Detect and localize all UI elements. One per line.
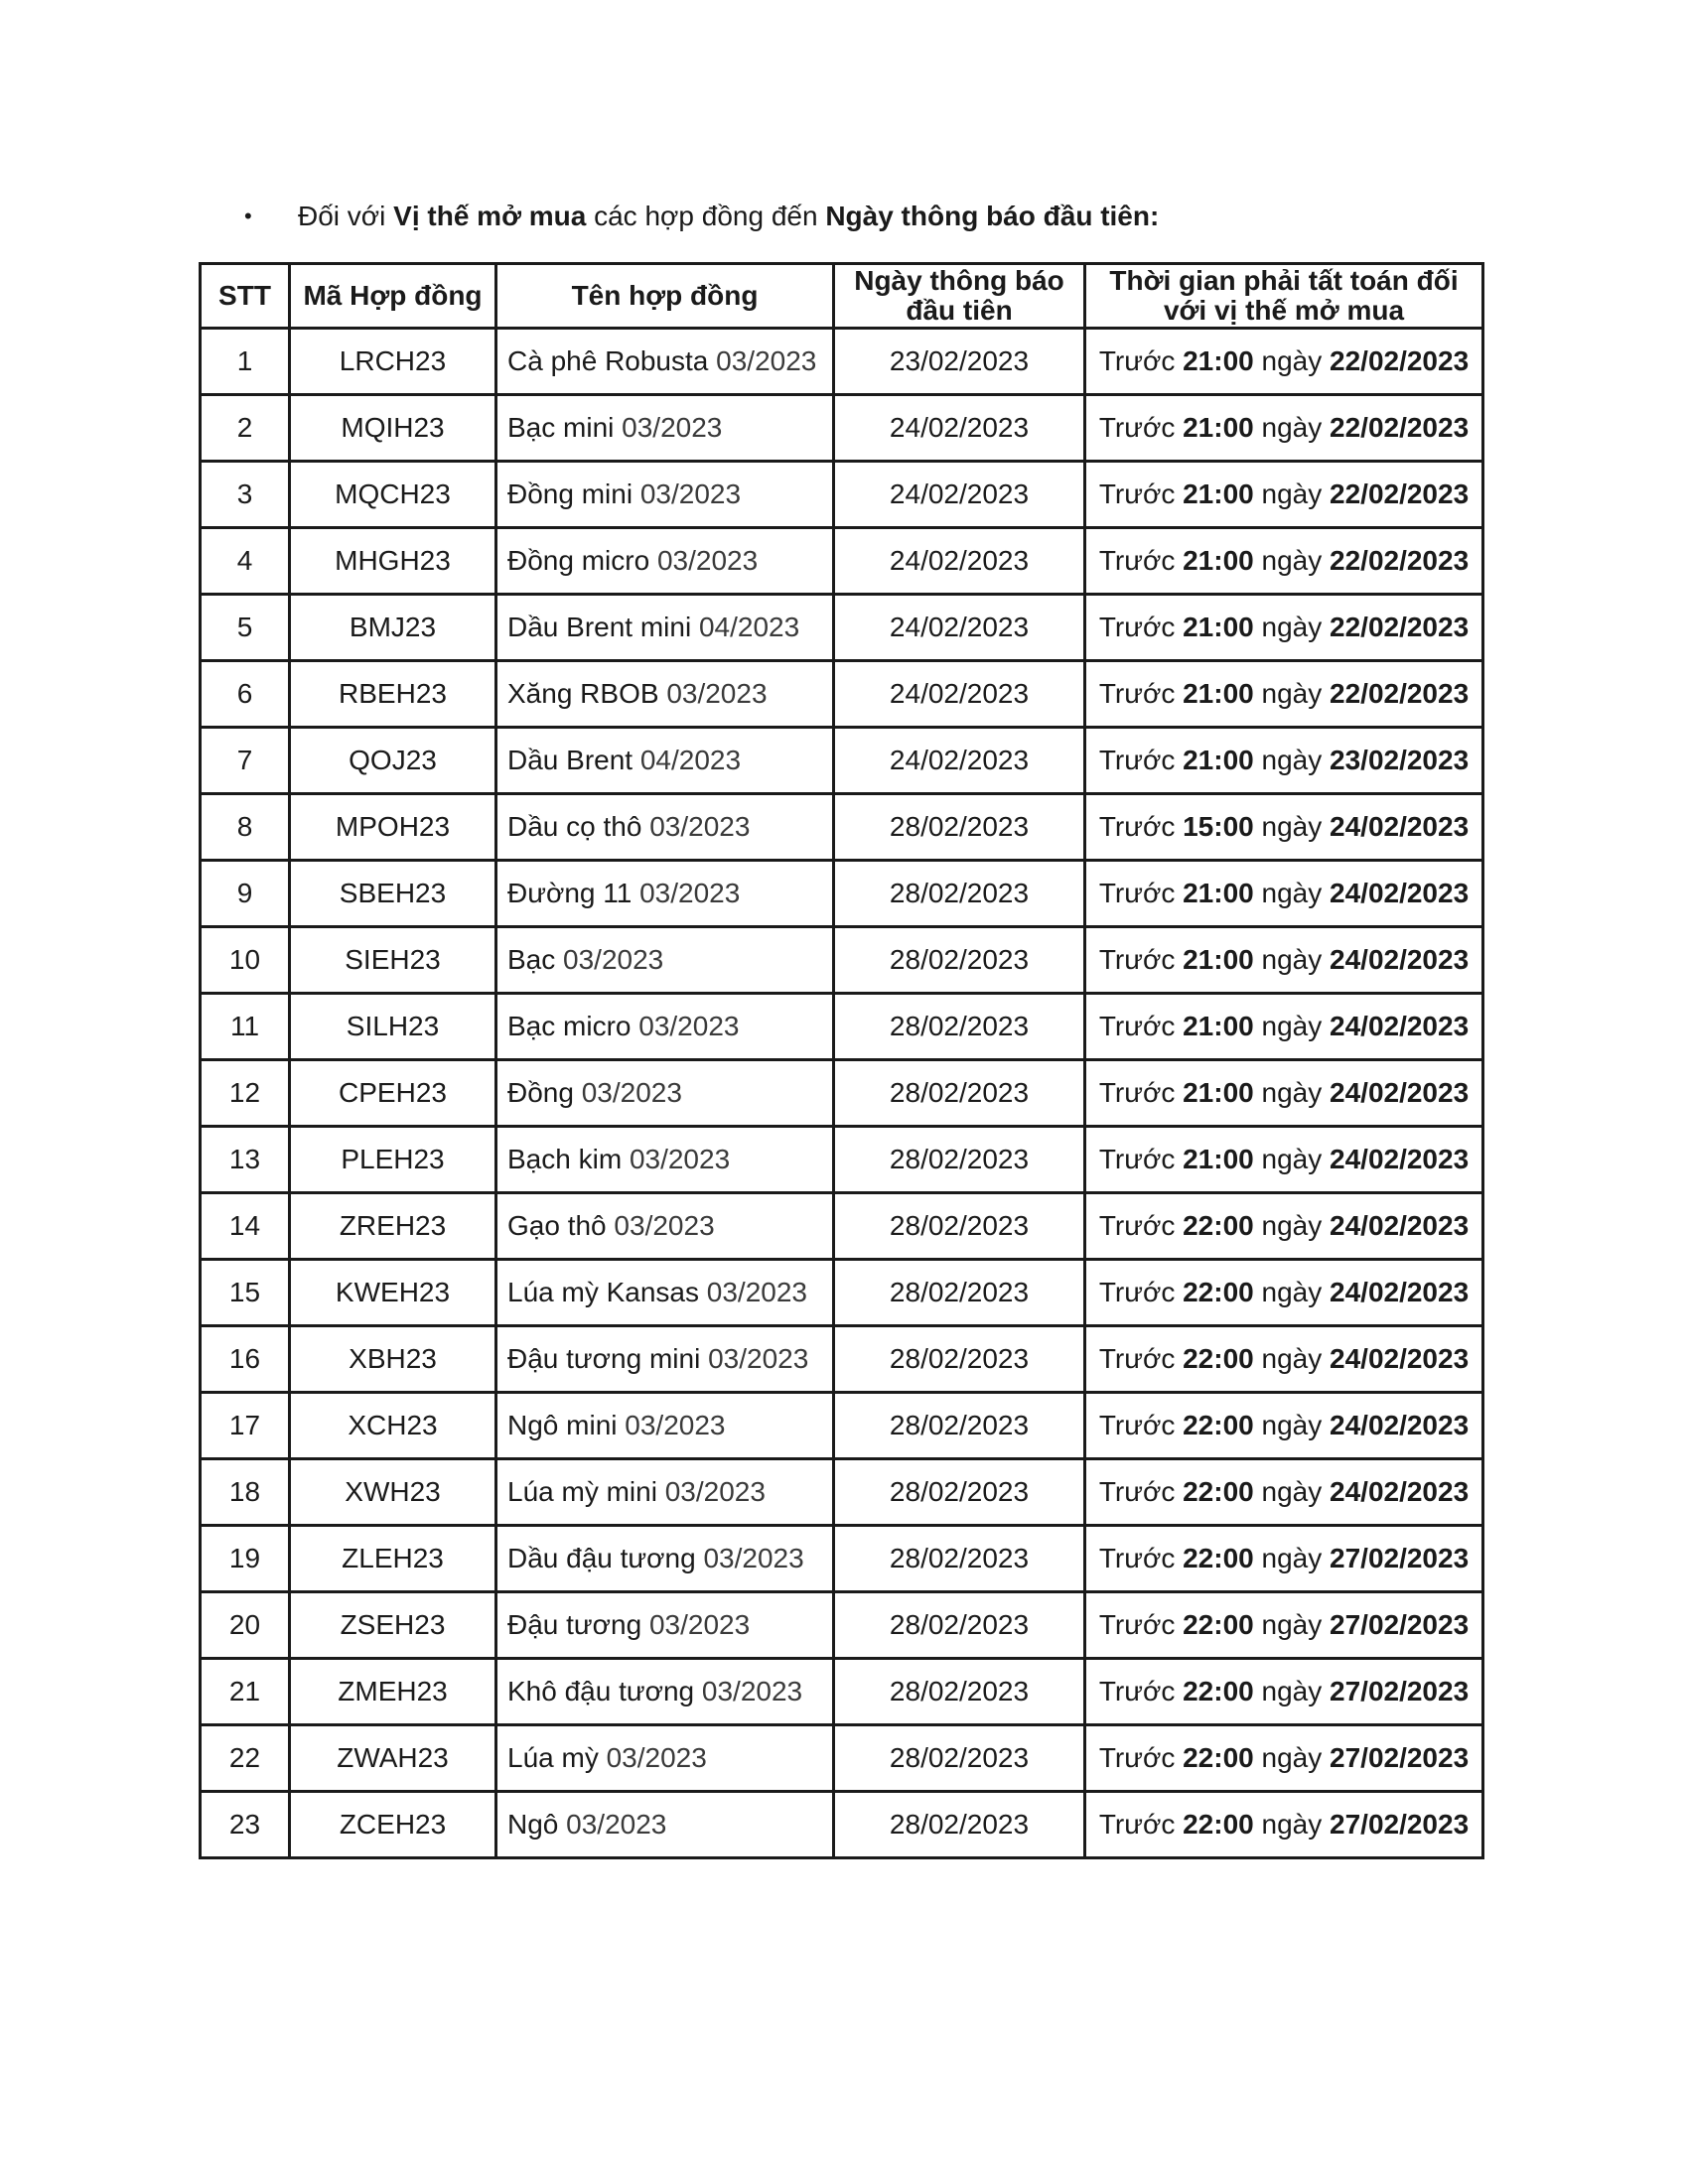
deadline-day-label: ngày	[1253, 612, 1331, 642]
deadline-before-label: Trước	[1098, 1144, 1184, 1174]
cell-first-notice: 24/02/2023	[834, 661, 1085, 728]
cell-stt: 19	[201, 1526, 290, 1592]
deadline-before-label: Trước	[1098, 1410, 1184, 1440]
deadline-time: 21:00	[1183, 412, 1254, 443]
table-row	[201, 462, 1483, 528]
bullet-icon: •	[244, 204, 252, 228]
deadline-time: 22:00	[1183, 1543, 1254, 1573]
contract-name: Dầu Brent mini	[507, 612, 692, 642]
cell-code: MQCH23	[290, 462, 496, 528]
cell-stt: 12	[201, 1060, 290, 1127]
cell-first-notice: 28/02/2023	[834, 1459, 1085, 1526]
cell-stt: 5	[201, 595, 290, 661]
contract-period: 03/2023	[716, 345, 817, 376]
contract-name: Đồng micro	[507, 545, 650, 576]
deadline-time: 21:00	[1183, 1144, 1254, 1174]
deadline-day-label: ngày	[1253, 345, 1331, 376]
cell-code: CPEH23	[290, 1060, 496, 1127]
deadline-date: 22/02/2023	[1330, 345, 1470, 376]
cell-stt: 1	[201, 329, 290, 395]
contract-name: Dầu cọ thô	[507, 811, 642, 842]
cell-first-notice: 28/02/2023	[834, 1526, 1085, 1592]
table-row	[201, 861, 1483, 927]
contract-name: Ngô	[507, 1809, 559, 1840]
deadline-date: 27/02/2023	[1330, 1676, 1470, 1706]
deadline-date: 27/02/2023	[1330, 1809, 1470, 1840]
cell-deadline	[1085, 528, 1483, 595]
deadline-time: 21:00	[1183, 345, 1254, 376]
contract-period: 03/2023	[649, 811, 751, 842]
deadline-before-label: Trước	[1098, 1011, 1184, 1041]
contract-period: 03/2023	[625, 1410, 726, 1440]
deadline-day-label: ngày	[1253, 1210, 1331, 1241]
cell-deadline	[1085, 1193, 1483, 1260]
deadline-day-label: ngày	[1253, 811, 1331, 842]
table-row	[201, 1260, 1483, 1326]
cell-first-notice: 24/02/2023	[834, 395, 1085, 462]
intro-prefix: Đối với	[298, 201, 394, 231]
cell-code: ZCEH23	[290, 1792, 496, 1858]
cell-deadline	[1085, 1060, 1483, 1127]
contract-period: 03/2023	[638, 1011, 740, 1041]
contract-period: 04/2023	[639, 745, 742, 775]
deadline-day-label: ngày	[1253, 745, 1331, 775]
cell-deadline	[1085, 728, 1483, 794]
deadline-before-label: Trước	[1098, 412, 1184, 443]
cell-deadline	[1085, 462, 1483, 528]
cell-code: SIEH23	[290, 927, 496, 994]
cell-deadline	[1085, 1725, 1483, 1792]
cell-code: QOJ23	[290, 728, 496, 794]
deadline-time: 21:00	[1183, 678, 1254, 709]
deadline-day-label: ngày	[1253, 1410, 1331, 1440]
deadline-time: 22:00	[1183, 1609, 1254, 1640]
deadline-date: 24/02/2023	[1330, 1077, 1470, 1108]
cell-deadline	[1085, 1659, 1483, 1725]
contract-name: Bạc mini	[507, 412, 615, 443]
cell-code: XBH23	[290, 1326, 496, 1393]
table-body	[201, 329, 1483, 1858]
cell-name	[496, 329, 834, 395]
table-row	[201, 794, 1483, 861]
cell-name	[496, 1792, 834, 1858]
cell-stt: 9	[201, 861, 290, 927]
cell-code: XCH23	[290, 1393, 496, 1459]
deadline-before-label: Trước	[1098, 1609, 1184, 1640]
deadline-before-label: Trước	[1098, 1277, 1184, 1307]
cell-deadline	[1085, 1326, 1483, 1393]
deadline-before-label: Trước	[1098, 1077, 1184, 1108]
cell-code: SILH23	[290, 994, 496, 1060]
deadline-time: 22:00	[1183, 1476, 1254, 1507]
table-row	[201, 1792, 1483, 1858]
contract-name: Cà phê Robusta	[507, 345, 709, 376]
cell-name	[496, 794, 834, 861]
deadline-before-label: Trước	[1098, 1476, 1184, 1507]
cell-name	[496, 861, 834, 927]
contract-name: Bạch kim	[507, 1144, 623, 1174]
cell-deadline	[1085, 395, 1483, 462]
cell-name	[496, 1526, 834, 1592]
contract-name: Đồng mini	[507, 478, 633, 509]
cell-code: MPOH23	[290, 794, 496, 861]
cell-first-notice: 28/02/2023	[834, 861, 1085, 927]
deadline-time: 22:00	[1183, 1742, 1254, 1773]
deadline-date: 22/02/2023	[1330, 612, 1470, 642]
table-row	[201, 528, 1483, 595]
contract-name: Xăng RBOB	[507, 678, 659, 709]
contract-period: 03/2023	[703, 1543, 804, 1573]
deadline-date: 27/02/2023	[1330, 1609, 1470, 1640]
cell-stt: 15	[201, 1260, 290, 1326]
cell-name	[496, 728, 834, 794]
contract-name: Khô đậu tương	[507, 1676, 695, 1706]
cell-deadline	[1085, 794, 1483, 861]
cell-deadline	[1085, 927, 1483, 994]
cell-code: ZREH23	[290, 1193, 496, 1260]
deadline-day-label: ngày	[1253, 1476, 1331, 1507]
cell-stt: 14	[201, 1193, 290, 1260]
cell-deadline	[1085, 994, 1483, 1060]
deadline-time: 15:00	[1183, 811, 1254, 842]
cell-name	[496, 1127, 834, 1193]
cell-code: RBEH23	[290, 661, 496, 728]
contract-period: 03/2023	[566, 1809, 667, 1840]
contract-period: 03/2023	[581, 1077, 682, 1108]
cell-name	[496, 1393, 834, 1459]
deadline-day-label: ngày	[1253, 944, 1331, 975]
cell-deadline	[1085, 1260, 1483, 1326]
intro-bold-position: Vị thế mở mua	[393, 201, 587, 231]
contract-period: 04/2023	[698, 612, 800, 642]
contract-name: Bạc	[507, 944, 556, 975]
cell-stt: 18	[201, 1459, 290, 1526]
table-row	[201, 395, 1483, 462]
cell-code: LRCH23	[290, 329, 496, 395]
cell-name	[496, 1459, 834, 1526]
deadline-date: 23/02/2023	[1330, 745, 1470, 775]
deadline-date: 24/02/2023	[1330, 878, 1470, 908]
cell-first-notice: 23/02/2023	[834, 329, 1085, 395]
deadline-time: 21:00	[1183, 878, 1254, 908]
cell-name	[496, 1326, 834, 1393]
table-row	[201, 1725, 1483, 1792]
deadline-day-label: ngày	[1253, 545, 1331, 576]
cell-deadline	[1085, 1592, 1483, 1659]
cell-name	[496, 462, 834, 528]
cell-stt: 4	[201, 528, 290, 595]
table-row	[201, 1526, 1483, 1592]
deadline-date: 22/02/2023	[1330, 478, 1470, 509]
contract-period: 03/2023	[563, 944, 664, 975]
deadline-before-label: Trước	[1098, 1343, 1184, 1374]
intro-middle: các hợp đồng đến	[586, 201, 826, 231]
deadline-date: 24/02/2023	[1330, 1410, 1470, 1440]
deadline-time: 22:00	[1183, 1676, 1254, 1706]
contract-name: Đậu tương mini	[507, 1343, 701, 1374]
deadline-date: 22/02/2023	[1330, 545, 1470, 576]
deadline-day-label: ngày	[1253, 1077, 1331, 1108]
contract-name: Lúa mỳ	[507, 1742, 599, 1773]
deadline-date: 24/02/2023	[1330, 811, 1470, 842]
contract-period: 03/2023	[614, 1210, 715, 1241]
table-row	[201, 1659, 1483, 1725]
cell-name	[496, 395, 834, 462]
cell-name	[496, 1193, 834, 1260]
cell-deadline	[1085, 595, 1483, 661]
cell-first-notice: 28/02/2023	[834, 927, 1085, 994]
deadline-date: 22/02/2023	[1330, 678, 1470, 709]
deadline-time: 22:00	[1183, 1210, 1254, 1241]
cell-stt: 20	[201, 1592, 290, 1659]
deadline-time: 21:00	[1183, 612, 1254, 642]
cell-code: MQIH23	[290, 395, 496, 462]
cell-deadline	[1085, 1792, 1483, 1858]
deadline-time: 21:00	[1183, 745, 1254, 775]
cell-name	[496, 1725, 834, 1792]
cell-name	[496, 1260, 834, 1326]
deadline-before-label: Trước	[1098, 944, 1184, 975]
cell-code: PLEH23	[290, 1127, 496, 1193]
deadline-day-label: ngày	[1253, 1543, 1331, 1573]
contract-name: Đậu tương	[507, 1609, 642, 1640]
deadline-time: 21:00	[1183, 478, 1254, 509]
cell-stt: 16	[201, 1326, 290, 1393]
cell-name	[496, 528, 834, 595]
deadline-time: 22:00	[1183, 1809, 1254, 1840]
cell-stt: 17	[201, 1393, 290, 1459]
deadline-day-label: ngày	[1253, 478, 1331, 509]
cell-stt: 8	[201, 794, 290, 861]
header-code: Mã Hợp đồng	[290, 264, 496, 329]
cell-code: ZWAH23	[290, 1725, 496, 1792]
cell-deadline	[1085, 1393, 1483, 1459]
cell-deadline	[1085, 861, 1483, 927]
deadline-time: 21:00	[1183, 944, 1254, 975]
cell-code: ZLEH23	[290, 1526, 496, 1592]
table-row	[201, 728, 1483, 794]
cell-first-notice: 24/02/2023	[834, 528, 1085, 595]
contract-name: Ngô mini	[507, 1410, 618, 1440]
contract-name: Lúa mỳ mini	[507, 1476, 657, 1507]
deadline-date: 24/02/2023	[1330, 944, 1470, 975]
cell-first-notice: 24/02/2023	[834, 728, 1085, 794]
table-row	[201, 329, 1483, 395]
cell-stt: 3	[201, 462, 290, 528]
contract-name: Lúa mỳ Kansas	[507, 1277, 699, 1307]
cell-stt: 13	[201, 1127, 290, 1193]
deadline-day-label: ngày	[1253, 678, 1331, 709]
deadline-before-label: Trước	[1098, 545, 1184, 576]
cell-name	[496, 661, 834, 728]
cell-stt: 6	[201, 661, 290, 728]
deadline-time: 21:00	[1183, 1011, 1254, 1041]
contract-period: 03/2023	[701, 1676, 803, 1706]
header-stt: STT	[201, 264, 290, 329]
cell-code: KWEH23	[290, 1260, 496, 1326]
cell-stt: 7	[201, 728, 290, 794]
cell-stt: 10	[201, 927, 290, 994]
deadline-date: 27/02/2023	[1330, 1543, 1470, 1573]
deadline-date: 27/02/2023	[1330, 1742, 1470, 1773]
table-row	[201, 1193, 1483, 1260]
cell-code: XWH23	[290, 1459, 496, 1526]
deadline-day-label: ngày	[1253, 1277, 1331, 1307]
contract-period: 03/2023	[656, 545, 759, 576]
cell-first-notice: 28/02/2023	[834, 794, 1085, 861]
deadline-before-label: Trước	[1098, 1809, 1184, 1840]
deadline-day-label: ngày	[1253, 412, 1331, 443]
deadline-day-label: ngày	[1253, 1609, 1331, 1640]
cell-first-notice: 28/02/2023	[834, 994, 1085, 1060]
contract-period: 03/2023	[708, 1343, 809, 1374]
cell-deadline	[1085, 661, 1483, 728]
deadline-day-label: ngày	[1253, 1676, 1331, 1706]
table-header-row	[201, 264, 1483, 329]
deadline-day-label: ngày	[1253, 878, 1331, 908]
deadline-day-label: ngày	[1253, 1144, 1331, 1174]
deadline-time: 21:00	[1183, 1077, 1254, 1108]
contract-period: 03/2023	[664, 1476, 766, 1507]
deadline-date: 24/02/2023	[1330, 1476, 1470, 1507]
deadline-date: 24/02/2023	[1330, 1210, 1470, 1241]
contract-period: 03/2023	[629, 1144, 731, 1174]
intro-bold-notice: Ngày thông báo đầu tiên:	[825, 201, 1160, 231]
cell-code: ZSEH23	[290, 1592, 496, 1659]
deadline-time: 22:00	[1183, 1343, 1254, 1374]
deadline-before-label: Trước	[1098, 612, 1184, 642]
deadline-before-label: Trước	[1098, 678, 1184, 709]
deadline-before-label: Trước	[1098, 878, 1184, 908]
deadline-date: 24/02/2023	[1330, 1277, 1470, 1307]
table-row	[201, 927, 1483, 994]
contract-period: 03/2023	[639, 878, 741, 908]
cell-stt: 22	[201, 1725, 290, 1792]
contract-name: Đồng	[507, 1077, 574, 1108]
cell-name	[496, 1592, 834, 1659]
cell-stt: 11	[201, 994, 290, 1060]
cell-name	[496, 1659, 834, 1725]
contracts-table	[199, 262, 1484, 1859]
contract-name: Bạc micro	[507, 1011, 632, 1041]
cell-first-notice: 28/02/2023	[834, 1592, 1085, 1659]
deadline-date: 24/02/2023	[1330, 1011, 1470, 1041]
cell-stt: 23	[201, 1792, 290, 1858]
table-row	[201, 1393, 1483, 1459]
deadline-day-label: ngày	[1253, 1343, 1331, 1374]
cell-code: MHGH23	[290, 528, 496, 595]
header-name: Tên hợp đồng	[496, 264, 834, 329]
cell-code: ZMEH23	[290, 1659, 496, 1725]
cell-name	[496, 927, 834, 994]
deadline-day-label: ngày	[1253, 1742, 1331, 1773]
contract-name: Đường 11	[507, 878, 633, 908]
contract-period: 03/2023	[606, 1742, 707, 1773]
cell-first-notice: 28/02/2023	[834, 1659, 1085, 1725]
cell-code: BMJ23	[290, 595, 496, 661]
cell-stt: 21	[201, 1659, 290, 1725]
cell-first-notice: 28/02/2023	[834, 1127, 1085, 1193]
contract-period: 03/2023	[666, 678, 768, 709]
deadline-before-label: Trước	[1098, 478, 1184, 509]
cell-first-notice: 24/02/2023	[834, 462, 1085, 528]
deadline-time: 22:00	[1183, 1410, 1254, 1440]
cell-stt: 2	[201, 395, 290, 462]
header-first-notice: Ngày thông báo đầu tiên	[834, 264, 1085, 329]
contract-period: 03/2023	[648, 1609, 751, 1640]
table-row	[201, 994, 1483, 1060]
deadline-before-label: Trước	[1098, 345, 1184, 376]
contract-name: Dầu đậu tương	[507, 1543, 696, 1573]
cell-deadline	[1085, 1127, 1483, 1193]
contract-name: Dầu Brent	[507, 745, 633, 775]
cell-first-notice: 28/02/2023	[834, 1260, 1085, 1326]
deadline-before-label: Trước	[1098, 1543, 1184, 1573]
table-row	[201, 595, 1483, 661]
cell-first-notice: 28/02/2023	[834, 1326, 1085, 1393]
table-row	[201, 661, 1483, 728]
contract-period: 03/2023	[639, 478, 742, 509]
contract-period: 03/2023	[622, 412, 723, 443]
deadline-before-label: Trước	[1098, 1742, 1184, 1773]
cell-first-notice: 28/02/2023	[834, 1792, 1085, 1858]
cell-deadline	[1085, 1459, 1483, 1526]
table-row	[201, 1060, 1483, 1127]
contract-period: 03/2023	[706, 1277, 807, 1307]
table-row	[201, 1459, 1483, 1526]
cell-name	[496, 595, 834, 661]
cell-deadline	[1085, 329, 1483, 395]
cell-first-notice: 28/02/2023	[834, 1193, 1085, 1260]
cell-first-notice: 24/02/2023	[834, 595, 1085, 661]
deadline-time: 22:00	[1183, 1277, 1254, 1307]
deadline-before-label: Trước	[1098, 745, 1184, 775]
deadline-before-label: Trước	[1098, 811, 1184, 842]
deadline-before-label: Trước	[1098, 1210, 1184, 1241]
cell-first-notice: 28/02/2023	[834, 1725, 1085, 1792]
table-row	[201, 1326, 1483, 1393]
deadline-before-label: Trước	[1098, 1676, 1184, 1706]
cell-first-notice: 28/02/2023	[834, 1393, 1085, 1459]
cell-code: SBEH23	[290, 861, 496, 927]
cell-deadline	[1085, 1526, 1483, 1592]
contract-name: Gạo thô	[507, 1210, 607, 1241]
deadline-date: 22/02/2023	[1330, 412, 1470, 443]
deadline-date: 24/02/2023	[1330, 1343, 1470, 1374]
deadline-time: 21:00	[1183, 545, 1254, 576]
table-row	[201, 1592, 1483, 1659]
cell-name	[496, 1060, 834, 1127]
cell-name	[496, 994, 834, 1060]
header-deadline: Thời gian phải tất toán đối với vị thế mở mua	[1085, 264, 1483, 329]
deadline-date: 24/02/2023	[1330, 1144, 1470, 1174]
cell-first-notice: 28/02/2023	[834, 1060, 1085, 1127]
intro-line	[244, 197, 1159, 236]
table-row	[201, 1127, 1483, 1193]
deadline-day-label: ngày	[1253, 1011, 1331, 1041]
deadline-day-label: ngày	[1253, 1809, 1331, 1840]
